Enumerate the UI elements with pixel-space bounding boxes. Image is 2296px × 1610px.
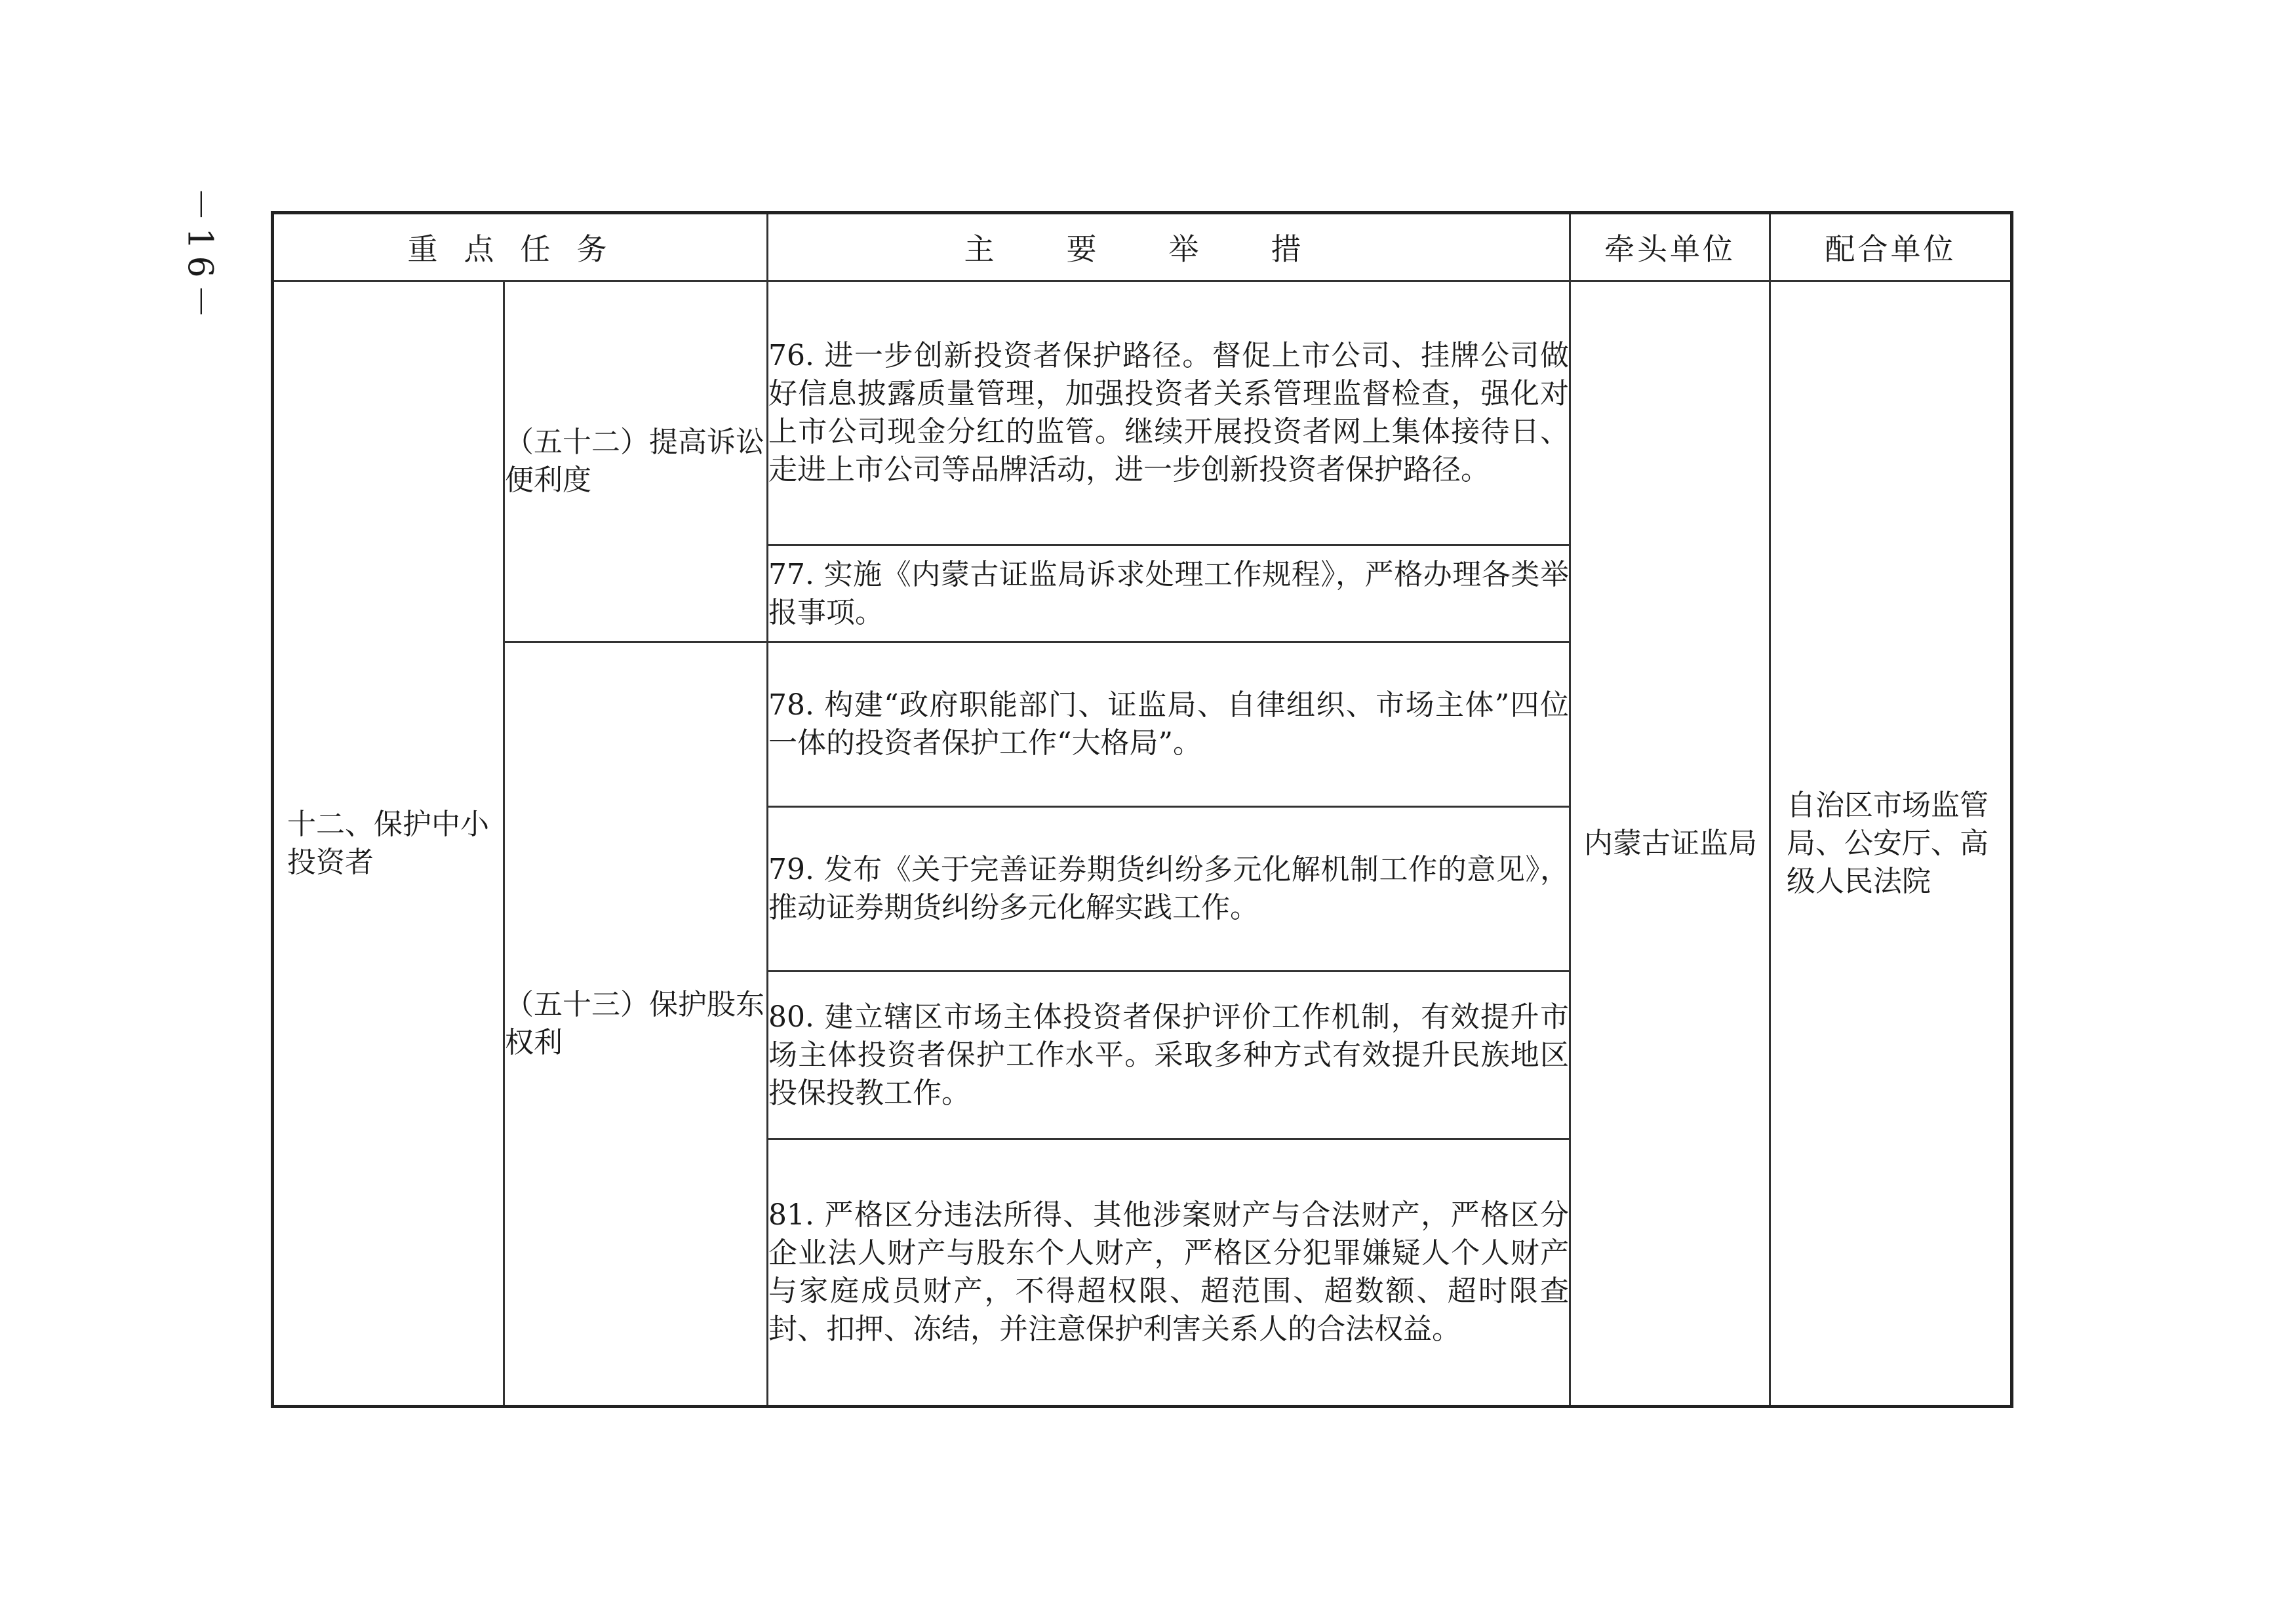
- measure-cell-81: 81. 严格区分违法所得、其他涉案财产与合法财产，严格区分企业法人财产与股东个人财产，严格区分犯罪嫌疑人个人财产与家庭成员财产，不得超权限、超范围、超数额、超时限查封、扣押、冻结，并注意保护利害关系人的合法权益。: [768, 1139, 1570, 1407]
- header-key-task: 重点任务: [273, 213, 768, 281]
- subtask-cell-52: （五十二）提高诉讼便利度: [504, 281, 768, 642]
- header-lead-unit: 牵头单位: [1570, 213, 1770, 281]
- header-coop-unit: 配合单位: [1770, 213, 2012, 281]
- coop-unit-cell: 自治区市场监管局、公安厅、高级人民法院: [1770, 281, 2012, 1407]
- measure-cell-77: 77. 实施《内蒙古证监局诉求处理工作规程》，严格办理各类举报事项。: [768, 545, 1570, 642]
- measure-cell-79: 79. 发布《关于完善证券期货纠纷多元化解机制工作的意见》，推动证券期货纠纷多元化解实践工作。: [768, 807, 1570, 972]
- measure-cell-80: 80. 建立辖区市场主体投资者保护评价工作机制，有效提升市场主体投资者保护工作水平。采取多种方式有效提升民族地区投保投教工作。: [768, 972, 1570, 1139]
- subtask-cell-53: （五十三）保护股东权利: [504, 642, 768, 1407]
- lead-unit-cell: 内蒙古证监局: [1570, 281, 1770, 1407]
- page-number: [164, 177, 243, 334]
- task-category-cell: 十二、保护中小投资者: [273, 281, 504, 1407]
- task-table: [271, 211, 2013, 1408]
- page-number-text: －16－: [180, 186, 220, 325]
- table-row: [273, 281, 2012, 545]
- header-row: [273, 213, 2012, 281]
- header-main-measures: 主要举措: [768, 213, 1570, 281]
- measure-cell-76: 76. 进一步创新投资者保护路径。督促上市公司、挂牌公司做好信息披露质量管理，加强投资者关系管理监督检查，强化对上市公司现金分红的监管。继续开展投资者网上集体接待日、走进上市公司等品牌活动，进一步创新投资者保护路径。: [768, 281, 1570, 545]
- measure-cell-78: 78. 构建“政府职能部门、证监局、自律组织、市场主体”四位一体的投资者保护工作“大格局”。: [768, 642, 1570, 807]
